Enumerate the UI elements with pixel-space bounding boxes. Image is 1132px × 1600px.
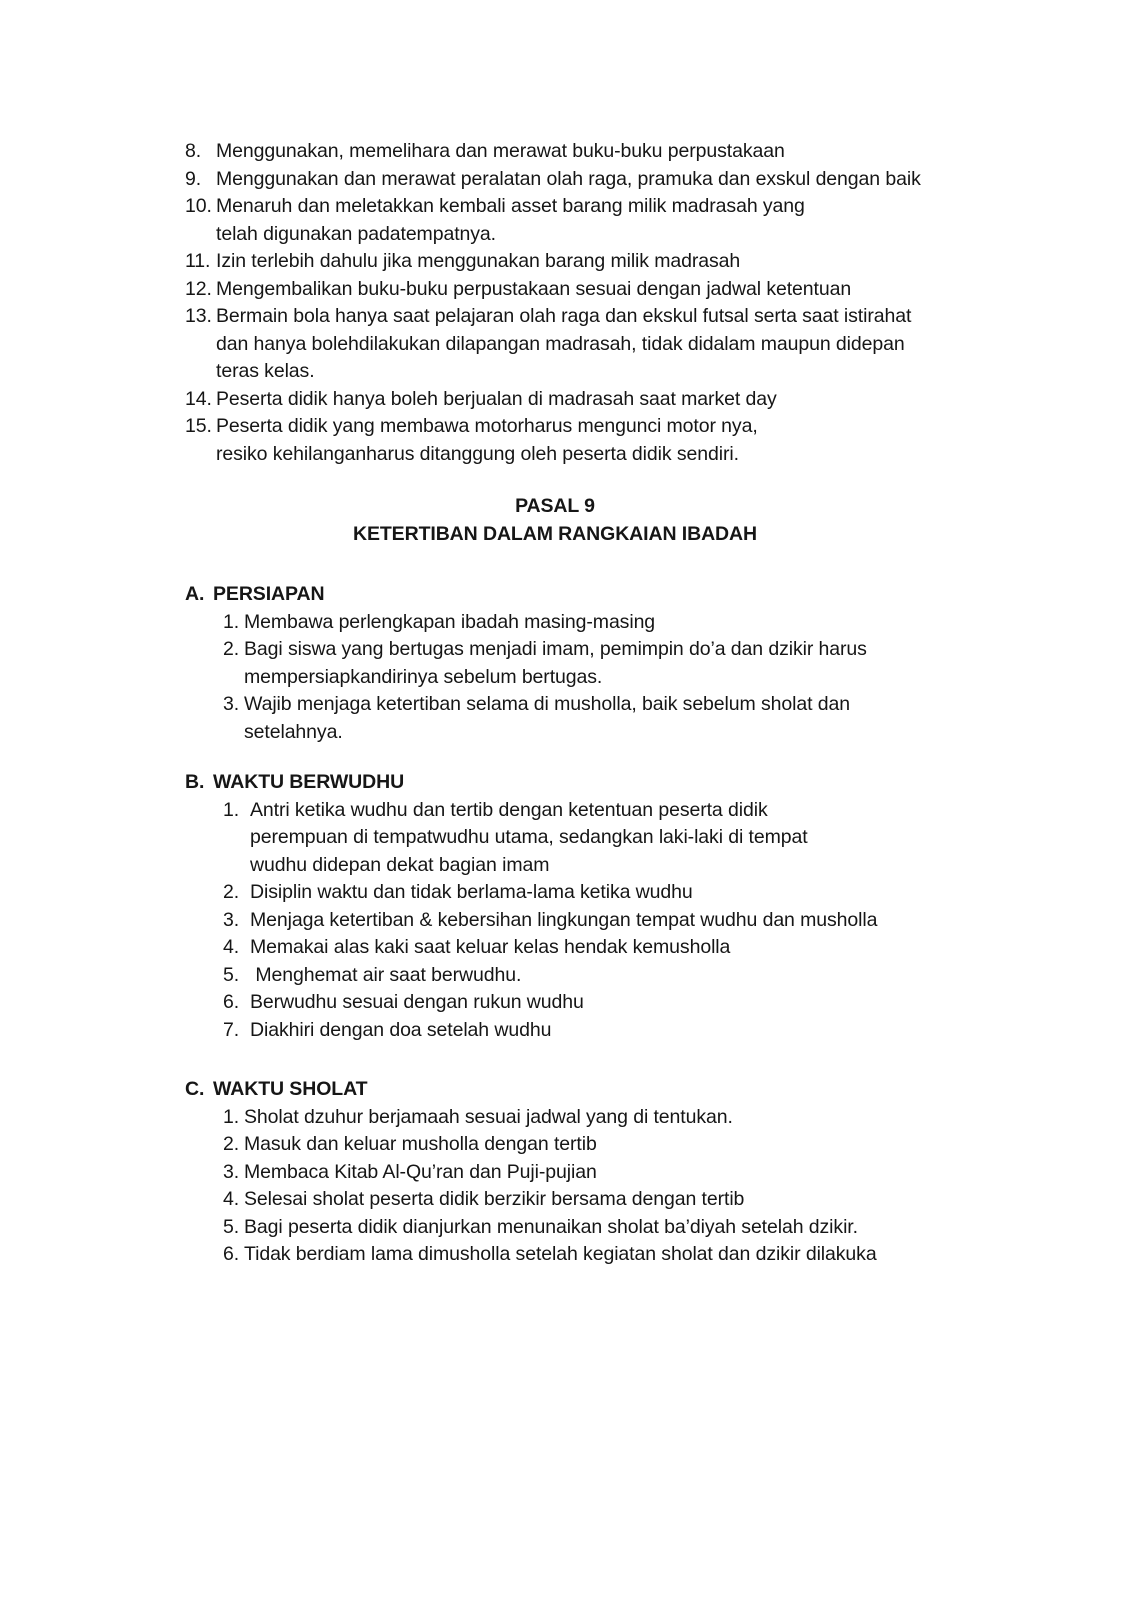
list-item-number: 3. xyxy=(223,1160,240,1183)
list-item xyxy=(223,797,1132,880)
list-item-text xyxy=(244,1131,597,1159)
list-item-text xyxy=(250,907,877,935)
rules-list xyxy=(185,138,1132,468)
list-item xyxy=(223,1131,1132,1159)
list-item xyxy=(223,907,1132,935)
list-item xyxy=(223,879,1132,907)
text-line: Selesai sholat peserta didik berzikir bersama dengan tertib xyxy=(244,1188,745,1210)
pasal-title: KETERTIBAN DALAM RANGKAIAN IBADAH xyxy=(352,522,757,545)
text-line: Izin terlebih dahulu jika menggunakan barang milik madrasah xyxy=(216,250,741,272)
list-item-number: 15. xyxy=(185,415,212,437)
text-line: teras kelas. xyxy=(216,360,315,382)
text-line: Sholat dzuhur berjamaah sesuai jadwal yang di tentukan. xyxy=(244,1105,733,1128)
list-item-number: 11. xyxy=(185,250,211,272)
list-item-number: 8. xyxy=(185,140,202,162)
list-item-number: 3. xyxy=(223,693,240,715)
list-item xyxy=(185,193,1132,248)
list-item-number: 12. xyxy=(185,277,212,300)
list-item-text xyxy=(244,636,867,691)
list-item-text xyxy=(250,934,730,962)
list-item-text xyxy=(216,386,777,414)
list-item-text xyxy=(250,879,693,907)
section-header xyxy=(185,581,1132,609)
list-item-number: 6. xyxy=(223,991,240,1013)
text-line: mempersiapkandirinya sebelum bertugas. xyxy=(244,665,603,688)
list-item xyxy=(223,962,1132,990)
text-line: Bagi siswa yang bertugas menjadi imam, pemimpin do’a dan dzikir harus xyxy=(244,638,867,660)
list-item-number: 7. xyxy=(223,1018,240,1041)
list-item-text xyxy=(216,166,921,194)
text-line: resiko kehilanganharus ditanggung oleh peserta didik sendiri. xyxy=(216,442,739,465)
list-item-text xyxy=(244,1241,877,1269)
section-title: WAKTU BERWUDHU xyxy=(213,771,405,793)
list-item xyxy=(185,248,1132,276)
list-item-text xyxy=(216,303,911,386)
list-item-number: 14. xyxy=(185,387,212,410)
list-item xyxy=(223,1214,1132,1242)
text-line: Bermain bola hanya saat pelajaran olah raga dan ekskul futsal serta saat istirahat xyxy=(216,305,912,327)
list-item-number: 10. xyxy=(185,195,212,217)
section-list xyxy=(223,609,1132,747)
pasal-number: PASAL 9 xyxy=(515,495,595,517)
list-item xyxy=(185,386,1132,414)
section-header xyxy=(185,1076,1132,1104)
list-item-number: 3. xyxy=(223,908,240,931)
section-persiapan xyxy=(185,581,1132,746)
text-line: Menghemat air saat berwudhu. xyxy=(250,963,522,986)
section-list xyxy=(223,797,1132,1045)
list-item-number: 4. xyxy=(223,1188,240,1210)
list-item xyxy=(223,989,1132,1017)
list-item xyxy=(223,1104,1132,1132)
list-item-text xyxy=(216,413,758,468)
list-item xyxy=(185,138,1132,166)
section-letter: C. xyxy=(185,1078,205,1100)
sections-container xyxy=(185,581,1132,1269)
section-letter: A. xyxy=(185,583,205,605)
text-line: Menaruh dan meletakkan kembali asset barang milik madrasah yang xyxy=(216,195,805,217)
text-line: Bagi peserta didik dianjurkan menunaikan sholat ba’diyah setelah dzikir. xyxy=(244,1215,858,1238)
text-line: Mengembalikan buku-buku perpustakaan sesuai dengan jadwal ketentuan xyxy=(216,277,852,300)
list-item-text xyxy=(244,1159,597,1187)
text-line: Memakai alas kaki saat keluar kelas hendak kemusholla xyxy=(250,936,731,958)
text-line: Disiplin waktu dan tidak berlama-lama ketika wudhu xyxy=(250,881,693,903)
text-line: dan hanya bolehdilakukan dilapangan madrasah, tidak didalam maupun didepan xyxy=(216,332,905,355)
text-line: Menggunakan dan merawat peralatan olah raga, pramuka dan exskul dengan baik xyxy=(216,167,921,190)
text-line: Antri ketika wudhu dan tertib dengan ketentuan peserta didik xyxy=(250,798,768,821)
list-item-number: 2. xyxy=(223,881,240,903)
list-item xyxy=(223,1159,1132,1187)
text-line: wudhu didepan dekat bagian imam xyxy=(250,853,550,876)
list-item-number: 6. xyxy=(223,1243,240,1265)
list-item xyxy=(223,1186,1132,1214)
list-item-text xyxy=(250,1017,551,1045)
section-waktu-sholat xyxy=(185,1076,1132,1269)
section-waktu-berwudhu xyxy=(185,769,1132,1044)
list-item-number: 13. xyxy=(185,305,212,327)
list-item xyxy=(223,1017,1132,1045)
text-line: Tidak berdiam lama dimusholla setelah kegiatan sholat dan dzikir dilakuka xyxy=(244,1243,877,1265)
list-item xyxy=(185,276,1132,304)
section-header xyxy=(185,769,1132,797)
text-line: Berwudhu sesuai dengan rukun wudhu xyxy=(250,991,584,1013)
list-item xyxy=(223,1241,1132,1269)
list-item-number: 1. xyxy=(223,798,240,821)
text-line: telah digunakan padatempatnya. xyxy=(216,222,496,245)
list-item-text xyxy=(244,691,850,746)
list-item-number: 5. xyxy=(223,963,240,986)
text-line: Menjaga ketertiban & kebersihan lingkungan tempat wudhu dan musholla xyxy=(250,908,878,931)
text-line: Wajib menjaga ketertiban selama di musholla, baik sebelum sholat dan xyxy=(244,693,850,715)
text-line: Diakhiri dengan doa setelah wudhu xyxy=(250,1018,552,1041)
list-item xyxy=(223,934,1132,962)
list-item-text xyxy=(250,797,808,880)
list-item-text xyxy=(244,609,655,637)
list-item-text xyxy=(244,1214,858,1242)
list-item-number: 5. xyxy=(223,1215,240,1238)
text-line: Peserta didik yang membawa motorharus mengunci motor nya, xyxy=(216,415,758,437)
text-line: perempuan di tempatwudhu utama, sedangkan laki-laki di tempat xyxy=(250,826,808,848)
list-item xyxy=(185,303,1132,386)
list-item xyxy=(223,691,1132,746)
text-line: setelahnya. xyxy=(244,720,343,743)
list-item-number: 4. xyxy=(223,936,240,958)
section-title: PERSIAPAN xyxy=(213,583,325,605)
list-item-text xyxy=(250,962,521,990)
section-list xyxy=(223,1104,1132,1269)
list-item xyxy=(223,636,1132,691)
text-line: Membawa perlengkapan ibadah masing-masing xyxy=(244,610,656,633)
list-item-text xyxy=(216,276,851,304)
text-line: Membaca Kitab Al-Qu’ran dan Puji-pujian xyxy=(244,1160,597,1183)
list-item-text xyxy=(216,193,805,248)
list-item-text xyxy=(250,989,584,1017)
list-item-text xyxy=(216,138,785,166)
list-item-number: 2. xyxy=(223,1133,240,1155)
list-item-number: 1. xyxy=(223,1105,240,1128)
list-item-text xyxy=(244,1104,733,1132)
text-line: Masuk dan keluar musholla dengan tertib xyxy=(244,1133,597,1155)
list-item-number: 9. xyxy=(185,167,202,190)
section-letter: B. xyxy=(185,771,205,793)
list-item-number: 2. xyxy=(223,638,240,660)
section-title: WAKTU SHOLAT xyxy=(213,1078,368,1100)
text-line: Menggunakan, memelihara dan merawat buku-buku perpustakaan xyxy=(216,140,785,162)
text-line: Peserta didik hanya boleh berjualan di madrasah saat market day xyxy=(216,387,777,410)
list-item xyxy=(185,166,1132,194)
list-item xyxy=(223,609,1132,637)
pasal-heading xyxy=(185,493,925,548)
list-item-number: 1. xyxy=(223,610,240,633)
list-item xyxy=(185,413,1132,468)
list-item-text xyxy=(216,248,740,276)
list-item-text xyxy=(244,1186,744,1214)
